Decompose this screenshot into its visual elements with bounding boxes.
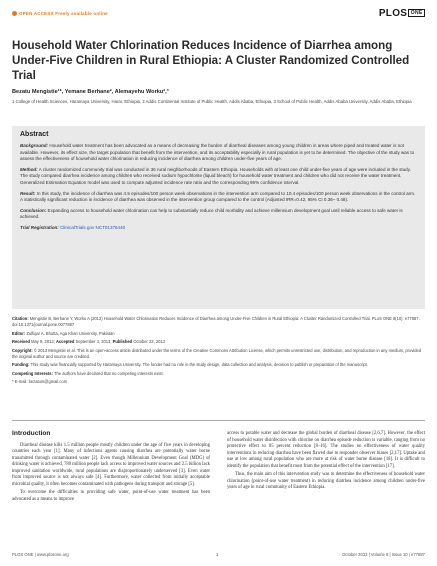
- accepted-date: September 4, 2013;: [75, 339, 112, 344]
- abstract-conclusion: [20, 208, 418, 221]
- published-label: Published: [112, 339, 133, 344]
- body-column-right: [227, 431, 425, 494]
- abstract-trial: [20, 225, 418, 232]
- page-header: [12, 8, 425, 22]
- author-list: Bezatu Mengistie¹*, Yemane Berhane², Alemayehu Worku²,³: [12, 89, 169, 95]
- affiliations: 1 College of Health Sciences, Haramaya University, Harar, Ethiopia, 2 Addis Continental Institute of Public Health, Addis Ababa, Ethiopia, 3 School of Public Health, Addis Ababa University, Addis Ababa, Ethiopia: [12, 99, 412, 104]
- method-text: A cluster randomized community trial was conducted in 36 rural neighborhoods of Eastern Ethiopia. Households with at least one child under-five years of age were included in the study. The study compared diarrhea incidence among children who received sodium hypochlorite (liquid bleach) for household water treatment and children who did not receive the water treatment. Generalized Estimation Equation model was used to compute adjusted incidence rate ratio and the corresponding 95% confidence interval.: [20, 166, 411, 185]
- abstract-box: [12, 126, 425, 309]
- contact-email[interactable]: * E-mail: bezatum@gmail.com: [12, 379, 68, 384]
- trial-registration-link[interactable]: ClinicalTrials.gov NCT01376440: [60, 224, 126, 230]
- published-date: October 23, 2013: [133, 339, 165, 344]
- copyright-text: © 2013 Mengistie et al. This is an open-access article distributed under the terms of the Creative Commons Attribution License, which permits unrestricted use, distribution, and reproduction in any medium, provided the original author and source are credited.: [12, 347, 422, 359]
- background-label: Background:: [20, 143, 49, 148]
- section-divider: [12, 420, 425, 421]
- article-metadata: [12, 316, 425, 388]
- editor-text: Zulfiqar A. Bhutta, Aga Khan University, Pakistan: [26, 330, 115, 336]
- journal-name: PLOS: [378, 8, 408, 19]
- citation-label: Citation:: [12, 316, 29, 321]
- abstract-body: [20, 143, 418, 236]
- journal-sub: ONE: [408, 9, 425, 17]
- received-label: Received: [12, 339, 30, 344]
- journal-site: PLOS ONE | www.plosone.org: [12, 552, 69, 557]
- citation: [12, 316, 425, 328]
- funding: [12, 362, 425, 368]
- copyright: [12, 348, 425, 360]
- citation-text: Mengistie B, Berhane Y, Worku A (2013) Household Water Chlorination Reduces Incidence of Diarrhea among Under-Five Children in Rural Ethiopia: A Cluster Randomized Controlled Trial. PLoS ONE 8(10): e77887. doi:10.1371/journal.pone.0077887: [12, 316, 420, 327]
- body-column-left: [12, 431, 210, 505]
- journal-logo: [379, 8, 425, 19]
- conclusion-text: Expanding access to household water chlorination can help to substantially reduce child morbidity and achieve millennium development goal until reliable access to safe water is achieved.: [20, 207, 403, 220]
- abstract-method: [20, 167, 418, 187]
- page-number: 1: [216, 552, 219, 557]
- dates: [12, 339, 425, 345]
- competing-text: The authors have declared that no competing interests exist.: [54, 370, 164, 376]
- background-text: Household water treatment has been advocated as a means of decreasing the burden of diarrheal diseases among young children in areas where piped and treated water is not available. However, its effect size, the target population that benefit from the intervention, and its acceptability especially in rural population is yet to be determined. The objective of the study was to assess the effectiveness of household water chlorination in reducing incidence of diarrhea among children under-five years of age.: [20, 143, 415, 162]
- method-label: Method:: [20, 166, 38, 172]
- paper-title: Household Water Chlorination Reduces Incidence of Diarrhea among Under-Five Children in Rural Ethiopia: A Cluster Randomized Controlled Trial: [12, 39, 410, 82]
- trial-label: Trial Registration:: [20, 224, 59, 230]
- accepted-label: Accepted: [55, 339, 75, 344]
- received-date: May 9, 2013;: [31, 339, 55, 344]
- open-access-label: OPEN ACCESS Freely available online: [19, 11, 108, 16]
- copyright-label: Copyright:: [12, 347, 33, 353]
- competing-label: Competing Interests:: [12, 370, 53, 376]
- abstract-result: [20, 191, 418, 204]
- funding-label: Funding:: [12, 362, 30, 367]
- introduction-heading: Introduction: [12, 430, 51, 437]
- intro-paragraph-2: To overcome the difficulties in providing safe water, point-of-use water treatment has been advocated as a means to improve: [12, 490, 210, 502]
- editor-label: Editor:: [12, 330, 26, 336]
- intro-paragraph-1: Diarrheal disease kills 1.5 million people mostly children under the age of five years in developing countries each year [1]. Many of infections agents causing diarrhea are potentially water borne transmitted through contaminated water [2]. Even though Millennium Development Goal (MDG) of drinking water is achieved, 780 million people lack access to improved water sources and 2.5 billion lack improved sanitation worldwide, rural populations are disproportionately underserved [3]. Even water from improved source is not always safe [4]. Furthermore, water collected from initially acceptable microbial quality, it often becomes contaminated with pathogens during transport and storage [5].: [12, 442, 210, 487]
- funding-text: This study was financially supported by Haramaya University. The funder had no role in the study design, data collection and analysis, decision to publish or preparation of the manuscript.: [30, 362, 368, 367]
- open-access-icon: [12, 11, 17, 16]
- conclusion-label: Conclusion:: [20, 207, 47, 213]
- open-access-badge[interactable]: [12, 11, 108, 16]
- intro-paragraph-3: access to potable water and decrease the global burden of diarrheal disease [2,6,7]. However, the effect of household water disinfection with chlorine on diarrhea episode reduction is variable, ranging from no protective effect to 85 percent reduction [8–16]. The studies on effectiveness of water quality interventions in reducing diarrhea have been flawed due to responder observer biases [2,17]. Uptake and use at low among rural population who are more at risk of water borne disease [18]. It is difficult to identify the population that benefit most from the potential effect of the intervention [17].: [227, 431, 425, 469]
- abstract-background: [20, 143, 418, 163]
- competing-interests: [12, 371, 425, 377]
- result-text: In this study, the incidence of diarrhea was 4.5 episodes/100 person week observations in the intervention arm compared to 10.4 episodes/100 person week observations in the control arm. A statistically significant reduction in incidence of diarrhea was observed in the intervention group compared to the control (Adjusted IRR=0.42, 95% CI 0.36– 0.48).: [20, 190, 416, 203]
- result-label: Result:: [20, 190, 36, 196]
- editor: [12, 331, 425, 337]
- intro-paragraph-4: Thus, the main aim of this intervention study was to determine the effectiveness of household water chlorination (point-of-use water treatment) in reducing diarrhea incidence among children under-five years of age in rural community of Eastern Ethiopia.: [227, 472, 425, 490]
- abstract-heading: Abstract: [20, 131, 49, 138]
- issue-info: October 2013 | Volume 8 | Issue 10 | e77887: [342, 552, 425, 557]
